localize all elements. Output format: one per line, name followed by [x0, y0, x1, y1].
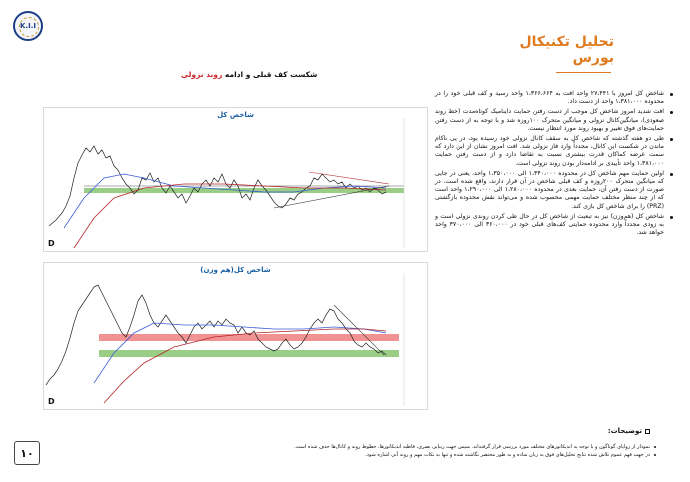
- title-line-2: بورس: [572, 50, 614, 66]
- page-number: ۱۰: [14, 441, 40, 465]
- list-item: در جهت فهم عموم تلاش شده نتایج تحلیل‌های فوق به زبان ساده و به طور مختصر نگاشته شده و تنها به نکات مهم و روند آتی اشاره شود.: [60, 451, 658, 459]
- chart-plot-equal-weight-index: [44, 263, 429, 411]
- chart-panel-equal-weight-index: [43, 262, 428, 410]
- page-title: [519, 34, 614, 66]
- support-zone: [99, 350, 399, 357]
- chart-title: شاخص کل: [217, 111, 254, 119]
- ma-red-line: [74, 184, 386, 248]
- list-item: طی دو هفته گذشته که شاخص کل به سقف کانال نزولی خود رسیده بود، در پی ناکام ماندن در شکست این کانال، مجدداً وارد فاز نزولی شد. افت امروز نشان از این دارد که سمت عرضه کماکان قدرت بیشتری نسبت به تقاضا دارد و از دست رفتن حمایت ۱،۳۸۱،۰۰۰ واحد تأییدی بر ادامه‌دار بودن روند نزولی است.: [435, 135, 673, 168]
- chart-panel-total-index: [43, 107, 428, 252]
- notes-heading-text: توضیحات:: [607, 427, 642, 435]
- chart-plot-total-index: [44, 108, 429, 253]
- list-item: شاخص کل (هم‌وزن) نیز به تبعیت از شاخص کل در حال طی کردن روندی نزولی است و به زودی مجدداً وارد محدوده حمایتی کف‌های قبلی خود در ۳۶۰،۰۰۰ الی ۳۷۰،۰۰۰ واحد خواهد شد.: [435, 213, 673, 238]
- title-underline: [556, 72, 611, 73]
- analysis-bullets: [435, 90, 673, 239]
- chart-corner-label: D: [48, 397, 55, 406]
- chart-title: شاخص کل(هم وزن): [200, 266, 271, 274]
- notes-list: [60, 443, 658, 459]
- channel-line: [309, 172, 389, 184]
- checkbox-icon: [645, 429, 650, 434]
- resistance-zone: [99, 334, 399, 341]
- title-line-1: تحلیل تکنیکال: [519, 34, 614, 50]
- company-logo: K.I.I: [13, 11, 43, 41]
- chart-heading-part1: شکست کف قبلی و ادامه: [222, 70, 318, 79]
- list-item: افت شدید امروز شاخص کل موجب از دست رفتن حمایت داینامیک کوتاه‌مدت (خط روند صعودی)، میانگین‌کانال نزولی و میانگین متحرک ۱۰۰روزه شد و با توجه به از دست رفتن حمایت‌های فوق تغییر و بهبود روند مورد انتظار نیست.: [435, 108, 673, 133]
- chart-heading: [181, 70, 317, 79]
- chart-heading-part2: روند نزولی: [181, 70, 223, 79]
- list-item: شاخص کل امروز با ۲۷،۴۴۱ واحد افت به ۱،۳۶۶،۶۶۴ واحد رسید و کف قبلی خود را در محدوده ۱،۳۸۱،۰۰۰ واحد از دست داد.: [435, 90, 673, 106]
- list-item: نمودار از زوایای گوناگون و با توجه به اندیکاتورهای مختلف مورد بررسی قرار گرفته‌اند. سپس جهت زیبایی بصری، قاطبه اندیکاتورها، خطوط روند و کانال‌ها حذف شده است.: [60, 443, 658, 451]
- list-item: اولین حمایت مهم شاخص کل در محدوده ۱،۳۴۰،۰۰۰ الی ۱،۳۵۰،۰۰۰ واحد، یعنی در جایی که میانگین متحرک ۲۰۰روزه و کف قبلی شاخص در آن قرار دارند، واقع شده است. در صورت از دست رفتن آن، حمایت بعدی در محدوده ۱،۲۸۰،۰۰۰ الی ۱،۲۹۰،۰۰۰ واحد است که از چند منظر مختلف حمایت مهمی محسوب شده و می‌تواند نقش محدوده بازگشتی (PRZ) را برای شاخص کل بازی کند.: [435, 170, 673, 211]
- notes-heading: [608, 427, 650, 435]
- chart-corner-label: D: [48, 239, 55, 248]
